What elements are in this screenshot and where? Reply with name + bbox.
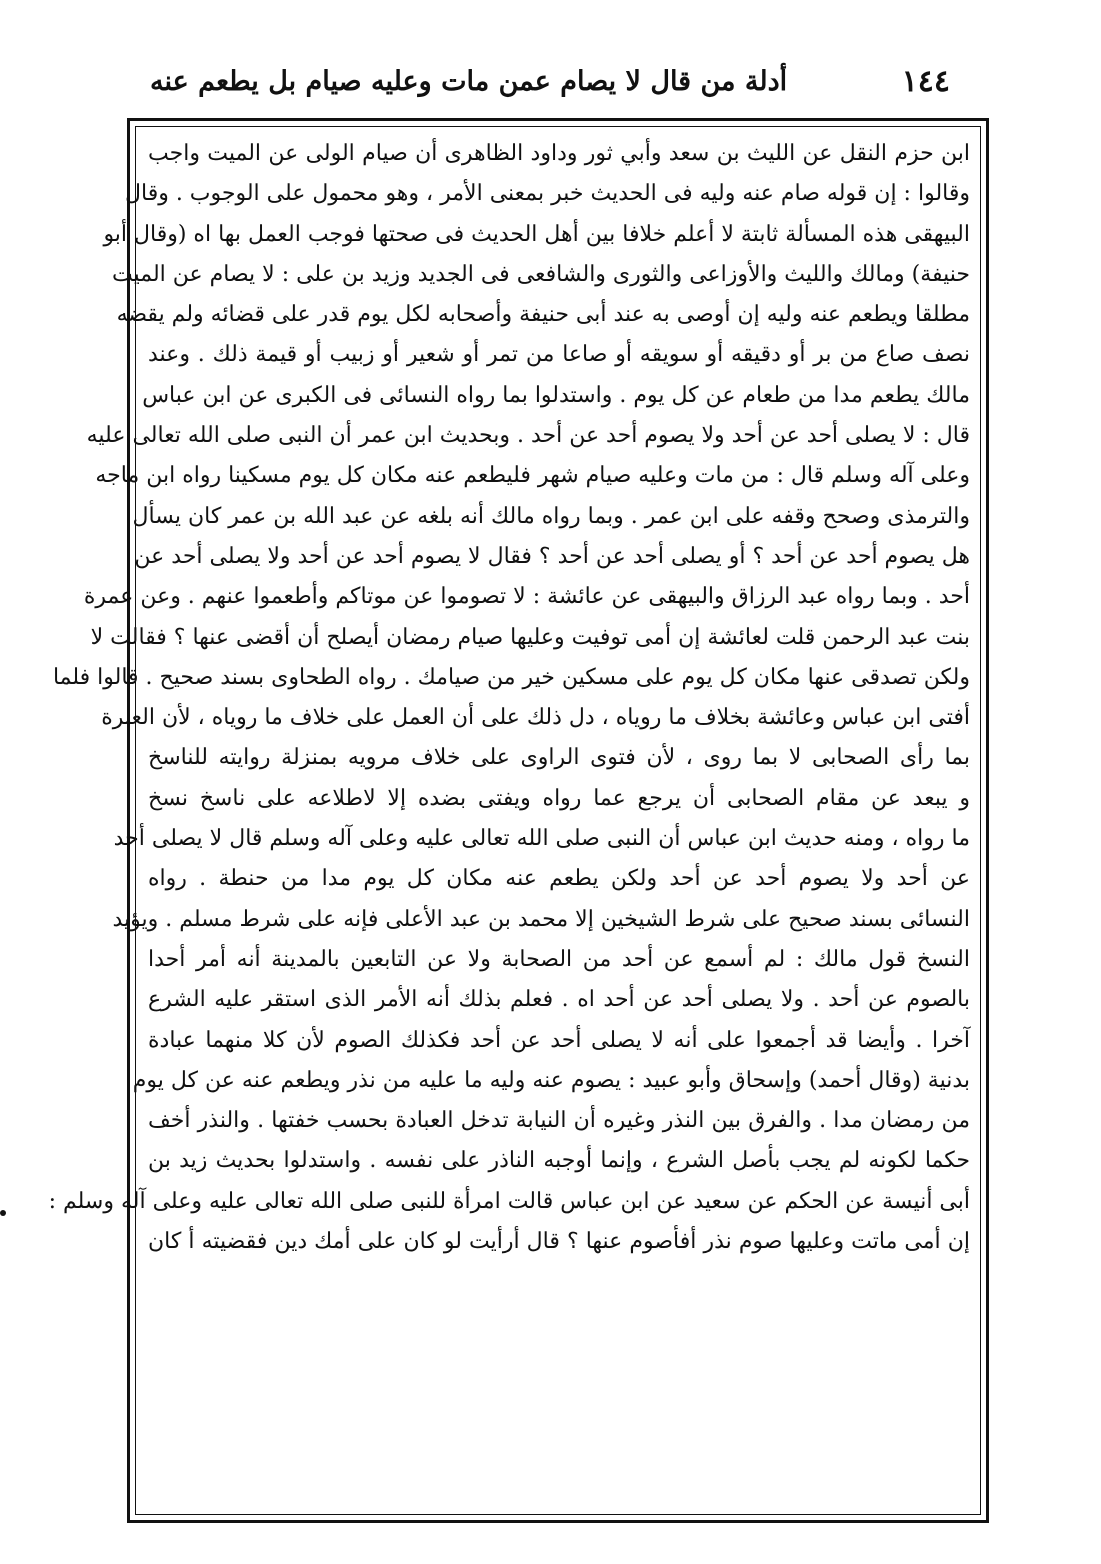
running-title: أدلة من قال لا يصام عمن مات وعليه صيام بل يطعم عنه bbox=[150, 65, 788, 97]
text-line bbox=[148, 1303, 970, 1343]
text-line bbox=[148, 1383, 970, 1423]
text-line: عن أحد ولا يصوم أحد عن أحد ولكن يطعم عنه مكان كل يوم مدا من حنطة . رواه bbox=[148, 866, 970, 892]
text-line: من رمضان مدا . والفرق بين النذر وغيره أن النيابة تدخل العبادة بحسب خفتها . والنذر أخف bbox=[148, 1108, 970, 1134]
text-line: النسائى بسند صحيح على شرط الشيخين إلا محمد بن عبد الأعلى فإنه على شرط مسلم . ويؤيد bbox=[112, 906, 970, 932]
text-line: قال : لا يصلى أحد عن أحد ولا يصوم أحد عن أحد . وبحديث ابن عمر أن النبى صلى الله تعالى عليه bbox=[86, 423, 970, 449]
text-line: بنت عبد الرحمن قلت لعائشة إن أمى توفيت وعليها صيام رمضان أيصلح أن أقضى عنها ؟ فقالت لا bbox=[90, 624, 970, 650]
text-line: حكما لكونه لم يجب بأصل الشرع ، وإنما أوجبه الناذر على نفسه . واستدلوا بحديث زيد بن bbox=[148, 1148, 970, 1174]
text-line: النسخ قول مالك : لم أسمع عن أحد من الصحابة ولا عن التابعين بالمدينة أنه أمر أحدا bbox=[148, 946, 970, 972]
text-line: أفتى ابن عباس وعائشة بخلاف ما روياه ، دل ذلك على أن العمل على خلاف ما روياه ، لأن العبرة bbox=[101, 705, 970, 731]
text-line: بدنية (وقال أحمد) وإسحاق وأبو عبيد : يصوم عنه وليه ما عليه من نذر ويطعم عنه عن كل يوم bbox=[132, 1067, 970, 1093]
text-line: إن أمى ماتت وعليها صوم نذر أفأصوم عنها ؟ قال أرأيت لو كان على أمك دين فقضيته أ كان bbox=[148, 1229, 970, 1255]
text-line: هل يصوم أحد عن أحد ؟ أو يصلى أحد عن أحد ؟ فقال لا يصوم أحد عن أحد ولا يصلى أحد عن bbox=[134, 543, 970, 569]
page-header bbox=[150, 58, 950, 104]
text-line: وقالوا : إن قوله صام عنه وليه فى الحديث خبر بمعنى الأمر ، وهو محمول على الوجوب . وقال bbox=[125, 181, 970, 207]
text-body bbox=[48, 134, 970, 1506]
text-line: بالصوم عن أحد . ولا يصلى أحد عن أحد اه . فعلم بذلك أنه الأمر الذى استقر عليه الشرع bbox=[148, 987, 970, 1013]
text-line: ابن حزم النقل عن الليث بن سعد وأبي ثور وداود الظاهرى أن صيام الولى عن الميت واجب bbox=[148, 141, 970, 166]
text-line bbox=[148, 1424, 970, 1464]
text-line: وعلى آله وسلم قال : من مات وعليه صيام شهر فليطعم عنه مكان كل يوم مسكينا رواه ابن ماجه bbox=[95, 463, 970, 489]
text-line: و يبعد عن مقام الصحابى أن يرجع عما رواه ويفتى بضده إلا لاطلاعه على ناسخ نسخ bbox=[148, 785, 970, 811]
text-line: مالك يطعم مدا من طعام عن كل يوم . واستدلوا بما رواه النسائى فى الكبرى عن ابن عباس bbox=[142, 382, 970, 408]
text-line: البيهقى هذه المسألة ثابتة لا أعلم خلافا بين أهل الحديث فى صحتها فوجب العمل بها اه (وقال أبو bbox=[103, 221, 970, 247]
text-line: أبى أنيسة عن الحكم عن سعيد عن ابن عباس قالت امرأة للنبى صلى الله تعالى عليه وعلى آله وسلم : bbox=[48, 1188, 970, 1214]
text-line: ولكن تصدقى عنها مكان كل يوم على مسكين خير من صيامك . رواه الطحاوى بسند صحيح . قالوا فلما bbox=[52, 664, 970, 690]
text-line: والترمذى وصحح وقفه على ابن عمر . وبما رواه مالك أنه بلغه عن عبد الله بن عمر كان يسأل bbox=[132, 503, 970, 529]
text-line: بما رأى الصحابى لا بما روى ، لأن فتوى الراوى على خلاف مرويه بمنزلة روايته للناسخ bbox=[148, 745, 970, 771]
text-line: حنيفة) ومالك والليث والأوزاعى والثورى والشافعى فى الجديد وزيد بن على : لا يصام عن الميت bbox=[112, 261, 970, 287]
text-line bbox=[148, 1262, 970, 1302]
text-line: أحد . وبما رواه عبد الرزاق والبيهقى عن عائشة : لا تصوموا عن موتاكم وأطعموا عنهم . وعن عمرة bbox=[83, 584, 970, 610]
text-line: ما رواه ، ومنه حديث ابن عباس أن النبى صلى الله تعالى عليه وعلى آله وسلم قال لا يصلى أحد bbox=[113, 826, 970, 852]
text-line bbox=[148, 1343, 970, 1383]
margin-mark bbox=[0, 1210, 6, 1216]
text-line: نصف صاع من بر أو دقيقه أو سويقه أو صاعا من تمر أو شعير أو زبيب أو قيمة ذلك . وعند bbox=[148, 342, 970, 368]
text-line: مطلقا ويطعم عنه وليه إن أوصى به عند أبى حنيفة وأصحابه لكل يوم قدر على قضائه ولم يقضه bbox=[116, 302, 970, 328]
page-number: ١٤٤ bbox=[901, 63, 950, 99]
text-line: آخرا . وأيضا قد أجمعوا على أنه لا يصلى أحد عن أحد فكذلك الصوم لأن كلا منهما عبادة bbox=[148, 1027, 970, 1053]
